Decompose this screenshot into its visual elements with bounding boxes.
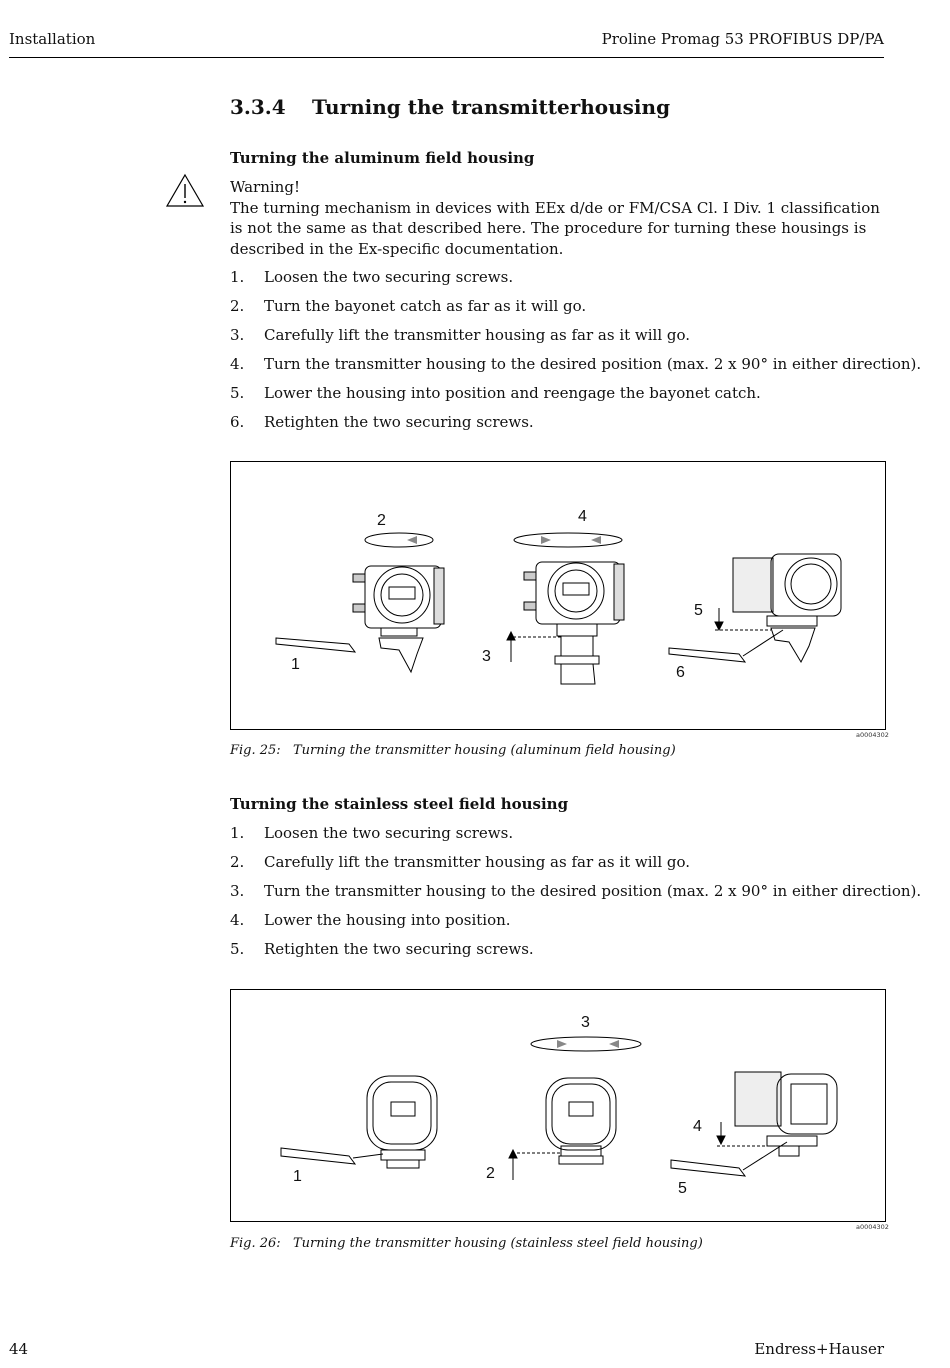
section-title-text: Turning the transmitterhousing xyxy=(312,95,671,119)
figure-25-illustration xyxy=(231,462,885,729)
figure-26-callout-5: 5 xyxy=(678,1180,687,1197)
figure-26-caption: Fig. 26: Turning the transmitter housing (stainless steel field housing) xyxy=(230,1236,703,1251)
figure-25-callout-3: 3 xyxy=(482,648,491,665)
list-item: 6. Retighten the two securing screws. xyxy=(230,413,534,431)
figure-25-callout-6: 6 xyxy=(676,664,685,681)
header-product-title: Proline Promag 53 PROFIBUS DP/PA xyxy=(601,30,884,48)
list-item: 2. Carefully lift the transmitter housing as far as it will go. xyxy=(230,853,691,871)
figure-25-callout-4: 4 xyxy=(578,508,587,525)
footer-brand: Endress+Hauser xyxy=(754,1340,884,1358)
figure-26-callout-2: 2 xyxy=(486,1165,495,1182)
list-item: 2. Turn the bayonet catch as far as it will go. xyxy=(230,297,587,315)
figure-26-callout-3: 3 xyxy=(581,1014,590,1031)
warning-block xyxy=(230,177,890,259)
list-item: 1. Loosen the two securing screws. xyxy=(230,824,514,842)
figure-26-callout-4: 4 xyxy=(693,1118,702,1135)
figure-26-callout-1: 1 xyxy=(293,1168,302,1185)
aluminum-heading: Turning the aluminum field housing xyxy=(230,149,535,167)
figure-25-caption: Fig. 25: Turning the transmitter housing (aluminum field housing) xyxy=(230,743,676,758)
list-item: 3. Carefully lift the transmitter housing as far as it will go. xyxy=(230,326,691,344)
warning-icon xyxy=(165,173,205,209)
figure-25-callout-1: 1 xyxy=(291,656,300,673)
list-item: 4. Turn the transmitter housing to the desired position (max. 2 x 90° in either direction). xyxy=(230,355,922,373)
section-title xyxy=(230,95,670,119)
header-section-label: Installation xyxy=(9,30,96,48)
page-number: 44 xyxy=(9,1340,29,1358)
warning-label: Warning! xyxy=(230,178,300,196)
figure-25-callout-2: 2 xyxy=(377,512,386,529)
list-item: 4. Lower the housing into position. xyxy=(230,911,511,929)
list-item: 5. Retighten the two securing screws. xyxy=(230,940,534,958)
list-item: 3. Turn the transmitter housing to the desired position (max. 2 x 90° in either direction). xyxy=(230,882,922,900)
list-item: 5. Lower the housing into position and reengage the bayonet catch. xyxy=(230,384,761,402)
figure-26-box xyxy=(230,989,886,1222)
figure-26-code: a0004302 xyxy=(856,1223,889,1231)
list-item: 1. Loosen the two securing screws. xyxy=(230,268,514,286)
figure-25-code: a0004302 xyxy=(856,731,889,739)
figure-25-box xyxy=(230,461,886,730)
section-number: 3.3.4 xyxy=(230,95,286,119)
header-rule xyxy=(9,57,884,58)
figure-26-illustration xyxy=(231,990,885,1221)
figure-25-callout-5: 5 xyxy=(694,602,703,619)
stainless-heading: Turning the stainless steel field housing xyxy=(230,795,569,813)
warning-text: The turning mechanism in devices with EEx d/de or FM/CSA Cl. I Div. 1 classification is not the same as that described here. The procedure for turning these housings is described in the Ex-specific documentation. xyxy=(230,198,880,258)
